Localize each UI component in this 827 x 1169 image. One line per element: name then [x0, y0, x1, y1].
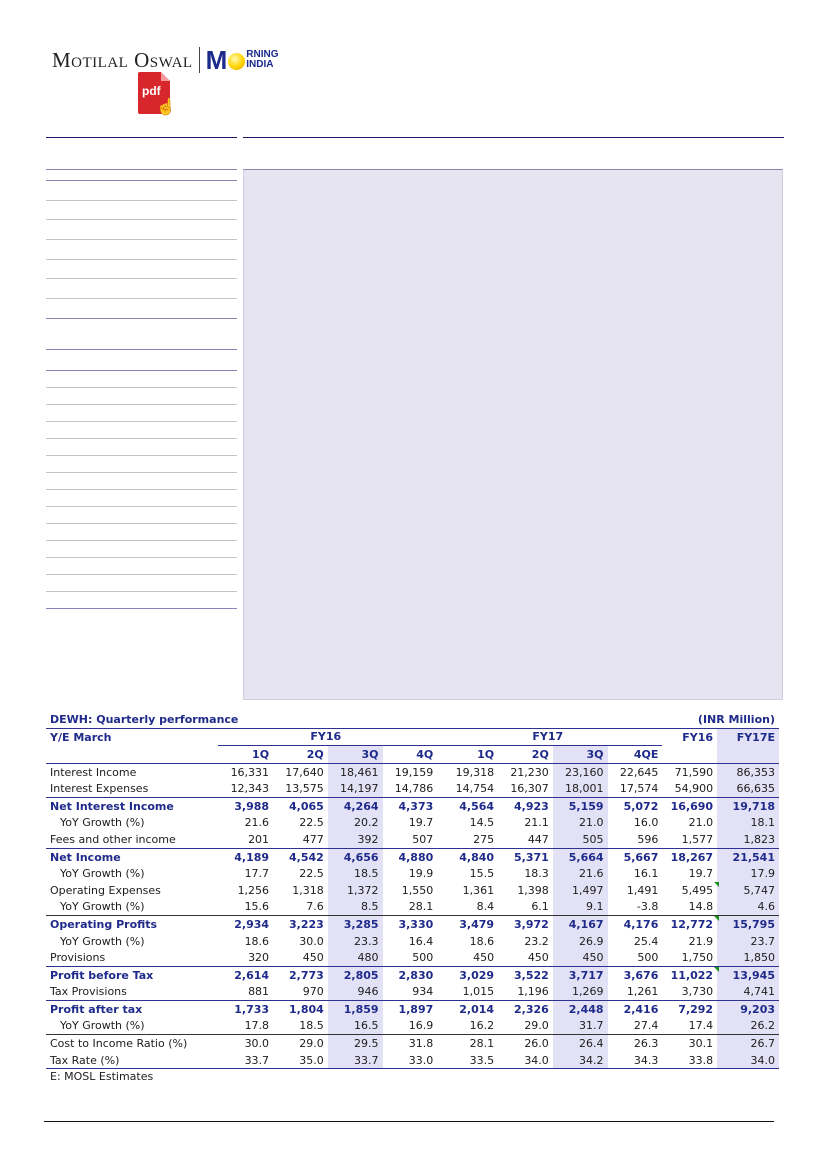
table-cell: 4.6 — [717, 899, 779, 916]
table-cell: 4,923 — [498, 797, 553, 814]
table-cell: 12,343 — [230, 782, 270, 796]
group-fy16: FY16 — [218, 728, 437, 746]
table-row — [46, 797, 779, 814]
table-cell: 2,448 — [553, 1001, 608, 1018]
morning-india-wordmark — [246, 50, 278, 70]
table-cell: 29.5 — [328, 1035, 383, 1052]
right-column-top-rule — [243, 137, 784, 138]
table-cell: -3.8 — [636, 900, 659, 914]
table-cell: 1,261 — [626, 985, 659, 999]
table-cell: 17.9 — [717, 865, 779, 882]
table-cell: 3,285 — [328, 916, 383, 933]
table-cell: 3,730 — [681, 985, 714, 999]
sidebar-rule — [46, 278, 237, 279]
table-cell: 450 — [473, 951, 495, 965]
wordmark-line-2: INDIA — [246, 59, 274, 70]
table-cell: 447 — [527, 832, 549, 846]
table-cell: 1,577 — [681, 832, 714, 846]
table-cell: 320 — [248, 951, 270, 965]
table-cell: 26.7 — [717, 1035, 779, 1052]
table-cell: 19.7 — [688, 867, 714, 881]
table-cell: 480 — [328, 949, 383, 966]
table-cell: 275 — [473, 832, 495, 846]
table-cell: 1,015 — [462, 985, 495, 999]
table-cell: 3,717 — [553, 966, 608, 983]
table-cell: 29.0 — [524, 1019, 549, 1033]
table-cell: 18.5 — [299, 1019, 324, 1033]
table-cell: 17,574 — [619, 782, 659, 796]
pdf-page-fold — [161, 72, 170, 81]
table-footnote: E: MOSL Estimates — [50, 1070, 154, 1084]
table-cell: 500 — [637, 951, 659, 965]
sidebar-rule — [46, 318, 237, 319]
sidebar-rule — [46, 523, 237, 524]
table-cell: 20.2 — [328, 815, 383, 832]
sidebar-rule — [46, 421, 237, 422]
table-cell: 14.8 — [688, 900, 714, 914]
annual-fy17e-header: FY17E — [717, 728, 779, 746]
table-cell: 18.6 — [469, 934, 495, 948]
table-cell: 934 — [412, 985, 434, 999]
table-cell: 34.0 — [498, 1052, 553, 1069]
table-cell: 1,196 — [517, 985, 549, 999]
table-row — [46, 984, 779, 1001]
table-row — [46, 1052, 779, 1069]
table-cell: 1,823 — [717, 831, 779, 848]
table-cell: 3,676 — [608, 966, 663, 983]
table-row — [46, 1001, 779, 1018]
sidebar-rule — [46, 298, 237, 299]
sidebar-rule — [46, 472, 237, 473]
sidebar-rule — [46, 540, 237, 541]
table-cell: 4,840 — [437, 848, 498, 865]
table-cell: 201 — [248, 832, 270, 846]
table-cell: 31.8 — [383, 1035, 438, 1052]
table-cell: 17.7 — [244, 867, 270, 881]
table-cell: 1,256 — [237, 883, 270, 897]
table-cell: 13,945 — [717, 966, 779, 983]
row-label: YoY Growth (%) — [60, 867, 145, 881]
table-row — [46, 916, 779, 933]
table-cell: 3,988 — [218, 797, 273, 814]
table-cell: 25.4 — [633, 934, 659, 948]
table-cell: 28.1 — [408, 900, 434, 914]
sidebar-rule — [46, 608, 237, 609]
row-label: Profit after tax — [46, 1001, 218, 1018]
sidebar-rule — [46, 438, 237, 439]
table-cell: 21.9 — [688, 934, 714, 948]
table-cell: 19.9 — [408, 867, 434, 881]
table-cell: 1,398 — [517, 883, 549, 897]
table-cell: 4,880 — [383, 848, 438, 865]
table-cell: 2,934 — [218, 916, 273, 933]
table-cell: 3,330 — [383, 916, 438, 933]
annual-fy16-header: FY16 — [662, 728, 717, 746]
table-cell: 1,497 — [553, 882, 608, 899]
table-cell: 23.7 — [717, 933, 779, 950]
table-row — [46, 848, 779, 865]
sidebar-rule — [46, 180, 237, 181]
table-cell: 2,773 — [273, 966, 328, 983]
table-cell: 4,176 — [608, 916, 663, 933]
table-cell: 34.3 — [608, 1052, 663, 1069]
table-cell: 4,189 — [218, 848, 273, 865]
table-cell: 4,564 — [437, 797, 498, 814]
table-cell: 30.1 — [662, 1035, 717, 1052]
table-cell: 19.7 — [408, 816, 434, 830]
empty-header-cell — [46, 746, 218, 764]
row-label: Tax Provisions — [50, 985, 127, 999]
sun-icon — [228, 53, 245, 70]
table-cell: 14.5 — [469, 816, 495, 830]
table-cell: 505 — [553, 831, 608, 848]
table-cell: 3,522 — [498, 966, 553, 983]
table-cell: 1,361 — [462, 883, 495, 897]
table-cell: 18.5 — [328, 865, 383, 882]
table-cell: 507 — [412, 832, 434, 846]
table-row — [46, 949, 779, 966]
table-row — [46, 831, 779, 848]
pdf-label: pdf — [142, 84, 161, 98]
table-cell: 27.4 — [633, 1019, 659, 1033]
table-cell: 21.6 — [244, 816, 270, 830]
table-row — [46, 1018, 779, 1035]
quarter-header: 3Q — [553, 746, 608, 764]
quarter-header: 3Q — [328, 746, 383, 764]
motilal-oswal-logo — [52, 46, 278, 74]
table-cell: 15.6 — [244, 900, 270, 914]
table-cell: 946 — [328, 984, 383, 1001]
table-cell: 12,772 — [662, 916, 717, 933]
table-cell: 86,353 — [717, 763, 779, 780]
table-cell: 11,022 — [662, 966, 717, 983]
table-cell: 2,416 — [608, 1001, 663, 1018]
sidebar-rule — [46, 557, 237, 558]
table-cell: 5,072 — [608, 797, 663, 814]
table-cell: 6.1 — [531, 900, 549, 914]
sidebar-rule — [46, 370, 237, 371]
table-cell: 5,667 — [608, 848, 663, 865]
table-cell: 1,859 — [328, 1001, 383, 1018]
table-cell: 1,372 — [328, 882, 383, 899]
table-cell: 7,292 — [662, 1001, 717, 1018]
empty-header-cell — [717, 746, 779, 764]
row-label: YoY Growth (%) — [60, 816, 145, 830]
table-cell: 3,972 — [498, 916, 553, 933]
sidebar-rule — [46, 489, 237, 490]
quarter-header: 4QE — [608, 746, 663, 764]
table-cell: 596 — [637, 832, 659, 846]
table-cell: 21,541 — [717, 848, 779, 865]
table-cell: 881 — [248, 985, 270, 999]
sidebar-rule — [46, 404, 237, 405]
row-label: Fees and other income — [50, 832, 176, 846]
quarter-header: 1Q — [437, 746, 498, 764]
table-cell: 30.0 — [218, 1035, 273, 1052]
table-cell: 29.0 — [273, 1035, 328, 1052]
table-cell: 4,542 — [273, 848, 328, 865]
table-cell: 16.0 — [633, 816, 659, 830]
table-cell: 8.4 — [476, 900, 495, 914]
morning-india-m: M — [205, 45, 228, 75]
row-label: Profit before Tax — [46, 966, 218, 983]
table-unit: (INR Million) — [697, 712, 775, 726]
table-cell: 21.1 — [524, 816, 549, 830]
sidebar-rule — [46, 169, 237, 170]
empty-header-cell — [662, 746, 717, 764]
table-cell: 21.0 — [688, 816, 714, 830]
table-cell: 5,664 — [553, 848, 608, 865]
table-cell: 5,495 — [662, 882, 717, 899]
table-cell: 16.5 — [328, 1018, 383, 1035]
table-cell: 35.0 — [273, 1052, 328, 1069]
table-cell: 33.8 — [662, 1052, 717, 1069]
table-cell: 3,479 — [437, 916, 498, 933]
table-cell: 5,747 — [717, 882, 779, 899]
table-cell: 31.7 — [553, 1018, 608, 1035]
table-cell: 1,733 — [218, 1001, 273, 1018]
table-cell: 9.1 — [553, 899, 608, 916]
table-cell: 16.2 — [469, 1019, 495, 1033]
sidebar-rule — [46, 219, 237, 220]
table-cell: 1,750 — [681, 951, 714, 965]
table-cell: 17.4 — [688, 1019, 714, 1033]
table-cell: 26.4 — [553, 1035, 608, 1052]
row-label: YoY Growth (%) — [60, 934, 145, 948]
table-row — [46, 763, 779, 780]
table-cell: 16,690 — [662, 797, 717, 814]
table-cell: 7.6 — [306, 900, 324, 914]
table-row — [46, 899, 779, 916]
table-cell: 4,741 — [717, 984, 779, 1001]
table-cell: 477 — [302, 832, 324, 846]
table-cell: 450 — [527, 951, 549, 965]
row-label: YoY Growth (%) — [60, 900, 145, 914]
row-header-label: Y/E March — [46, 728, 218, 746]
table-cell: 15,795 — [717, 916, 779, 933]
table-cell: 450 — [302, 951, 324, 965]
table-title: DEWH: Quarterly performance — [50, 712, 239, 726]
table-cell: 4,656 — [328, 848, 383, 865]
table-cell: 13,575 — [285, 782, 324, 796]
row-label: Cost to Income Ratio (%) — [46, 1035, 218, 1052]
table-cell: 1,269 — [553, 984, 608, 1001]
table-caption-row — [46, 711, 779, 728]
table-cell: 16,307 — [510, 782, 549, 796]
table-cell: 26.0 — [498, 1035, 553, 1052]
row-label: Net Interest Income — [46, 797, 218, 814]
table-cell: 9,203 — [717, 1001, 779, 1018]
table-cell: 34.2 — [553, 1052, 608, 1069]
table-cell: 5,159 — [553, 797, 608, 814]
table-cell: 22.5 — [299, 816, 324, 830]
table-cell: 71,590 — [674, 765, 714, 779]
table-row — [46, 865, 779, 882]
table-cell: 18.1 — [717, 815, 779, 832]
sidebar-rule — [46, 259, 237, 260]
table-cell: 33.7 — [218, 1052, 273, 1069]
table-row — [46, 933, 779, 950]
sidebar-rule — [46, 349, 237, 350]
table-cell: 14,197 — [328, 780, 383, 797]
hand-pointer-icon: ☝ — [156, 99, 176, 116]
table-cell: 19,318 — [455, 765, 495, 779]
table-cell: 1,804 — [273, 1001, 328, 1018]
table-cell: 17,640 — [285, 765, 324, 779]
table-cell: 4,065 — [273, 797, 328, 814]
table-row — [46, 780, 779, 797]
sidebar-rule — [46, 455, 237, 456]
table-cell: 5,371 — [498, 848, 553, 865]
table-cell: 16.9 — [408, 1019, 434, 1033]
table-cell: 16.1 — [633, 867, 659, 881]
table-cell: 1,550 — [401, 883, 434, 897]
content-panel — [243, 169, 783, 700]
table-cell: 19,159 — [394, 765, 434, 779]
table-cell: 23.2 — [524, 934, 549, 948]
table-cell: 21.6 — [553, 865, 608, 882]
table-cell: 1,491 — [626, 883, 659, 897]
table-cell: 30.0 — [299, 934, 324, 948]
table-cell: 66,635 — [717, 780, 779, 797]
table-cell: 22,645 — [619, 765, 659, 779]
row-label: Net Income — [46, 848, 218, 865]
page-footer-rule — [44, 1121, 774, 1122]
row-label: Operating Expenses — [50, 883, 161, 897]
row-label: Operating Profits — [46, 916, 218, 933]
table-cell: 14,786 — [394, 782, 434, 796]
table-cell: 26.3 — [608, 1035, 663, 1052]
table-cell: 8.5 — [328, 899, 383, 916]
table-cell: 2,326 — [498, 1001, 553, 1018]
row-label: YoY Growth (%) — [60, 1019, 145, 1033]
row-label: Tax Rate (%) — [46, 1052, 218, 1069]
table-group-header-row — [46, 728, 779, 746]
table-row — [46, 882, 779, 899]
sidebar-rule — [46, 591, 237, 592]
quarter-header: 1Q — [218, 746, 273, 764]
table-cell: 19,718 — [717, 797, 779, 814]
pdf-download-icon[interactable] — [138, 72, 176, 120]
sidebar-rule — [46, 574, 237, 575]
table-cell: 18,461 — [328, 763, 383, 780]
table-cell: 16,331 — [230, 765, 270, 779]
table-row — [46, 815, 779, 832]
table-cell: 3,029 — [437, 966, 498, 983]
table-cell: 15.5 — [469, 867, 495, 881]
logo-divider — [199, 47, 200, 73]
table-cell: 28.1 — [437, 1035, 498, 1052]
table-cell: 4,373 — [383, 797, 438, 814]
table-cell: 26.9 — [553, 933, 608, 950]
table-cell: 18.3 — [524, 867, 549, 881]
table-cell: 2,805 — [328, 966, 383, 983]
table-cell: 16.4 — [408, 934, 434, 948]
row-label: Provisions — [50, 951, 106, 965]
table-cell: 34.0 — [717, 1052, 779, 1069]
table-quarter-header-row — [46, 746, 779, 764]
table-cell: 21.0 — [553, 815, 608, 832]
table-cell: 23.3 — [328, 933, 383, 950]
table-cell: 1,897 — [383, 1001, 438, 1018]
sidebar-rule — [46, 200, 237, 201]
table-cell: 33.5 — [437, 1052, 498, 1069]
sidebar-rule — [46, 239, 237, 240]
table-cell: 26.2 — [717, 1018, 779, 1035]
table-cell: 1,850 — [717, 949, 779, 966]
left-column-top-rule — [46, 137, 237, 138]
table-cell: 21,230 — [510, 765, 549, 779]
table-cell: 4,264 — [328, 797, 383, 814]
quarter-header: 2Q — [273, 746, 328, 764]
quarter-header: 2Q — [498, 746, 553, 764]
table-row — [46, 1035, 779, 1052]
table-row — [46, 966, 779, 983]
table-cell: 4,167 — [553, 916, 608, 933]
table-cell: 54,900 — [674, 782, 714, 796]
table-cell: 22.5 — [299, 867, 324, 881]
quarterly-performance-table — [46, 711, 779, 1083]
brand-name: Motilal Oswal — [52, 47, 193, 72]
table-cell: 500 — [412, 951, 434, 965]
table-cell: 3,223 — [273, 916, 328, 933]
quarter-header: 4Q — [383, 746, 438, 764]
table-cell: 450 — [553, 949, 608, 966]
table-cell: 23,160 — [553, 763, 608, 780]
wordmark-line-1: RNING — [246, 49, 279, 60]
table-cell: 17.8 — [244, 1019, 270, 1033]
table-cell: 2,830 — [383, 966, 438, 983]
table-cell: 2,014 — [437, 1001, 498, 1018]
table-cell: 18,001 — [553, 780, 608, 797]
table-cell: 18,267 — [662, 848, 717, 865]
table-cell: 1,318 — [292, 883, 324, 897]
table-cell: 33.0 — [383, 1052, 438, 1069]
group-fy17: FY17 — [437, 728, 662, 746]
table-cell: 18.6 — [244, 934, 270, 948]
table-cell: 970 — [302, 985, 324, 999]
row-label: Interest Income — [50, 765, 137, 779]
sidebar-rule — [46, 506, 237, 507]
table-cell: 392 — [328, 831, 383, 848]
table-cell: 14,754 — [455, 782, 495, 796]
table-cell: 2,614 — [218, 966, 273, 983]
sidebar-rule — [46, 387, 237, 388]
table-cell: 33.7 — [328, 1052, 383, 1069]
row-label: Interest Expenses — [50, 782, 149, 796]
